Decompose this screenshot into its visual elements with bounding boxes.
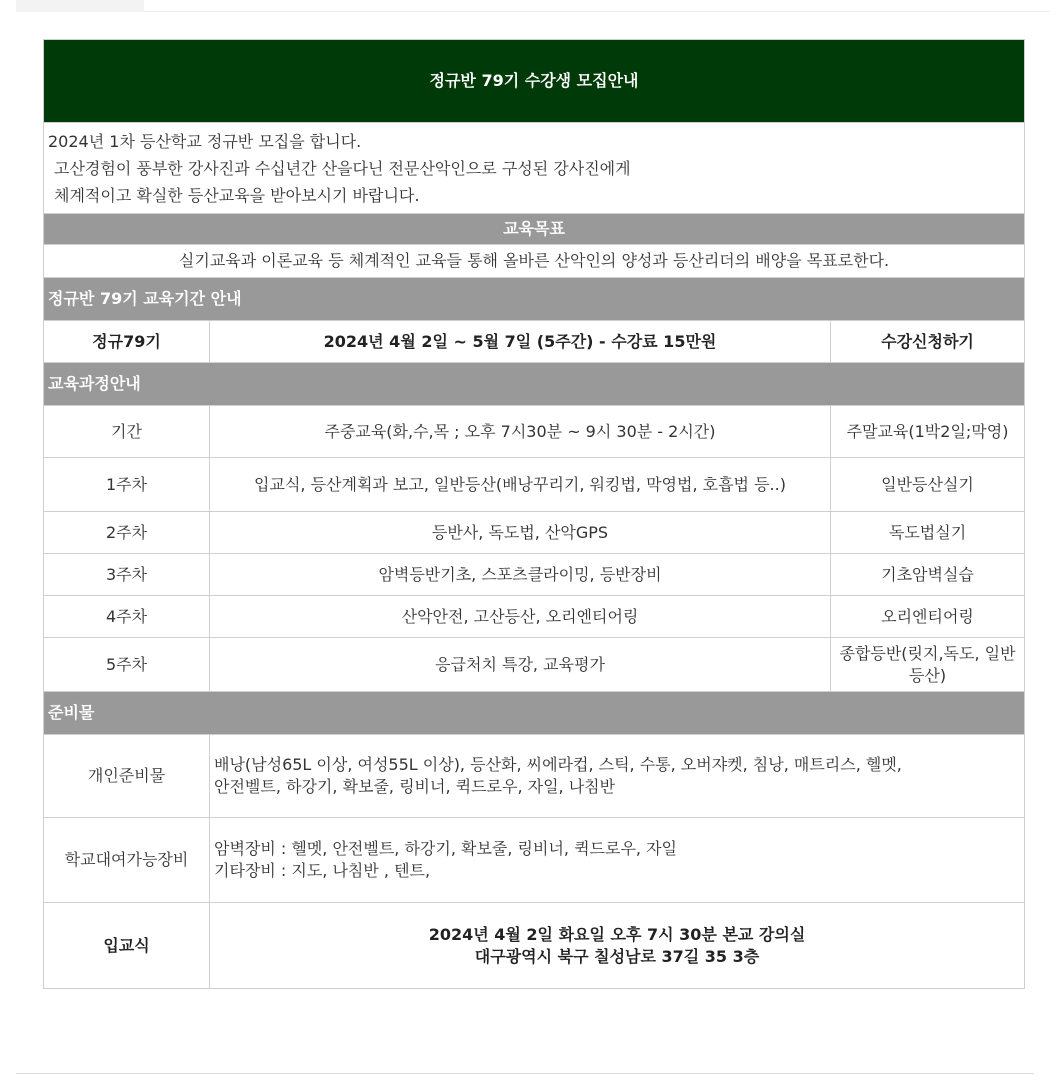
course-row xyxy=(44,638,1025,692)
goal-row xyxy=(44,245,1025,278)
opening-row xyxy=(44,903,1025,989)
course-content: 주중교육(화,수,목 ; 오후 7시30분 ~ 9시 30분 - 2시간) xyxy=(210,406,831,458)
course-row xyxy=(44,512,1025,554)
course-content: 등반사, 독도법, 산악GPS xyxy=(210,512,831,554)
goal-header-row xyxy=(44,214,1025,245)
course-content: 암벽등반기초, 스포츠클라이밍, 등반장비 xyxy=(210,554,831,596)
top-divider xyxy=(144,11,1050,12)
course-content: 응급처치 특강, 교육평가 xyxy=(210,638,831,692)
course-content: 입교식, 등산계획과 보고, 일반등산(배낭꾸리기, 워킹법, 막영법, 호흡법 등..) xyxy=(210,458,831,512)
course-row xyxy=(44,406,1025,458)
course-row xyxy=(44,554,1025,596)
personal-prep-row xyxy=(44,735,1025,818)
rental-label: 학교대여가능장비 xyxy=(44,818,210,903)
prep-header-row xyxy=(44,692,1025,735)
personal-prep-label: 개인준비물 xyxy=(44,735,210,818)
period-header-row xyxy=(44,278,1025,321)
period-header: 정규반 79기 교육기간 안내 xyxy=(44,278,1025,321)
opening-datetime: 2024년 4월 2일 화요일 오후 7시 30분 본교 강의실 xyxy=(428,924,806,944)
course-label: 기간 xyxy=(44,406,210,458)
course-label: 4주차 xyxy=(44,596,210,638)
apply-link[interactable]: 수강신청하기 xyxy=(831,321,1025,363)
course-label: 1주차 xyxy=(44,458,210,512)
intro-row xyxy=(44,123,1025,214)
personal-prep-items xyxy=(210,735,1025,818)
course-row xyxy=(44,596,1025,638)
recruitment-notice-table xyxy=(43,39,1025,989)
intro-line: 2024년 1차 등산학교 정규반 모집을 합니다. xyxy=(48,131,362,151)
course-side: 주말교육(1박2일;막영) xyxy=(831,406,1025,458)
period-dates: 2024년 4월 2일 ~ 5월 7일 (5주간) - 수강료 15만원 xyxy=(210,321,831,363)
opening-address: 대구광역시 북구 칠성남로 37길 35 3층 xyxy=(474,946,760,966)
top-tab[interactable] xyxy=(16,0,144,12)
course-content: 산악안전, 고산등산, 오리엔티어링 xyxy=(210,596,831,638)
period-label: 정규79기 xyxy=(44,321,210,363)
rental-line: 기타장비 : 지도, 나침반 , 텐트, xyxy=(214,861,431,880)
rental-items xyxy=(210,818,1025,903)
course-side: 오리엔티어링 xyxy=(831,596,1025,638)
rental-line: 암벽장비 : 헬멧, 안전벨트, 하강기, 확보줄, 링비너, 퀵드로우, 자일 xyxy=(214,839,677,858)
period-row xyxy=(44,321,1025,363)
goal-header: 교육목표 xyxy=(44,214,1025,245)
opening-label: 입교식 xyxy=(44,903,210,989)
course-row xyxy=(44,458,1025,512)
prep-header: 준비물 xyxy=(44,692,1025,735)
rental-row xyxy=(44,818,1025,903)
course-side: 일반등산실기 xyxy=(831,458,1025,512)
course-label: 3주차 xyxy=(44,554,210,596)
page-title: 정규반 79기 수강생 모집안내 xyxy=(44,40,1025,123)
bottom-divider xyxy=(16,1073,1034,1074)
goal-text: 실기교육과 이론교육 등 체계적인 교육들 통해 올바른 산악인의 양성과 등산리더의 배양을 목표로한다. xyxy=(44,245,1025,278)
intro-line: 체계적이고 확실한 등산교육을 받아보시기 바랍니다. xyxy=(54,185,420,205)
course-label: 5주차 xyxy=(44,638,210,692)
personal-prep-line: 안전벨트, 하강기, 확보줄, 링비너, 퀵드로우, 자일, 나침반 xyxy=(214,777,616,796)
course-side: 종합등반(릿지,독도, 일반등산) xyxy=(831,638,1025,692)
opening-details xyxy=(210,903,1025,989)
title-row xyxy=(44,40,1025,123)
course-header-row xyxy=(44,363,1025,406)
course-header: 교육과정안내 xyxy=(44,363,1025,406)
personal-prep-line: 배낭(남성65L 이상, 여성55L 이상), 등산화, 씨에라컵, 스틱, 수통, 오버쟈켓, 침낭, 매트리스, 헬멧, xyxy=(214,755,902,774)
course-side: 독도법실기 xyxy=(831,512,1025,554)
course-side: 기초암벽실습 xyxy=(831,554,1025,596)
course-label: 2주차 xyxy=(44,512,210,554)
intro-line: 고산경험이 풍부한 강사진과 수십년간 산을다닌 전문산악인으로 구성된 강사진에게 xyxy=(54,158,631,178)
intro-text xyxy=(44,123,1025,214)
